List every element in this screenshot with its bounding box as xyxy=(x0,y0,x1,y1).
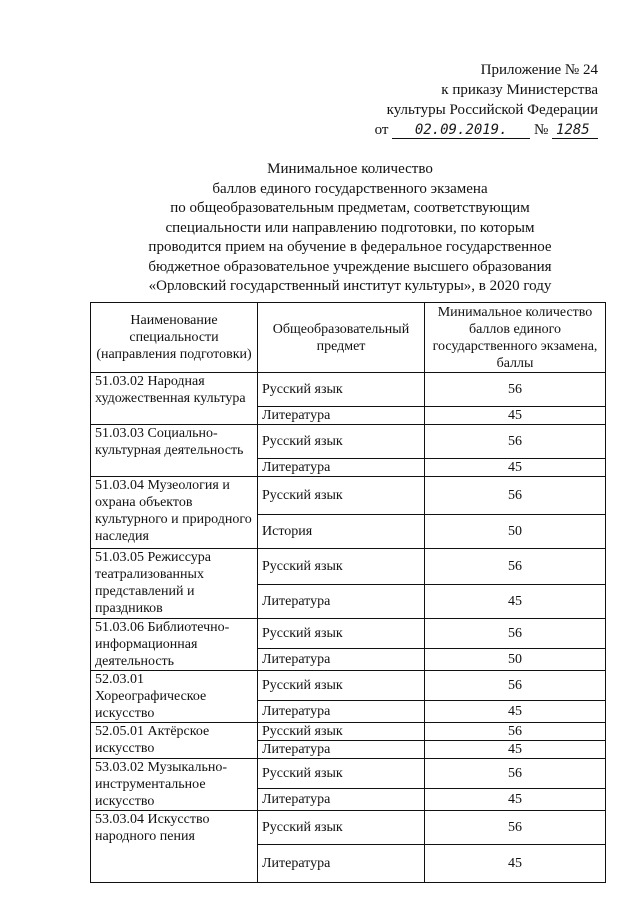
score-cell: 45 xyxy=(425,741,606,759)
title-line: баллов единого государственного экзамена xyxy=(212,180,488,197)
specialty-cell: 53.03.02 Музыкально-инструментальное искусство xyxy=(91,759,258,811)
subject-cell: Литература xyxy=(258,585,425,619)
score-cell: 56 xyxy=(425,373,606,407)
table-body xyxy=(91,373,606,883)
specialty-cell: 52.03.01 Хореографическое искусство xyxy=(91,671,258,723)
table-row xyxy=(91,549,606,585)
handwritten-date: 02.09.2019. xyxy=(392,122,530,139)
score-cell: 56 xyxy=(425,425,606,459)
title-line: бюджетное образовательное учреждение высшего образования xyxy=(148,258,552,275)
score-cell: 45 xyxy=(425,701,606,723)
table-row xyxy=(91,619,606,649)
subject-cell: Литература xyxy=(258,649,425,671)
score-cell: 50 xyxy=(425,649,606,671)
subject-cell: Русский язык xyxy=(258,619,425,649)
table-row xyxy=(91,723,606,741)
appendix-header xyxy=(375,60,598,140)
subject-cell: Литература xyxy=(258,701,425,723)
subject-cell: Русский язык xyxy=(258,549,425,585)
table-row xyxy=(91,759,606,789)
title-line: проводится прием на обучение в федеральное государственное xyxy=(148,239,552,255)
specialty-cell: 51.03.03 Социально-культурная деятельность xyxy=(91,425,258,477)
subject-cell: Литература xyxy=(258,741,425,759)
score-cell: 50 xyxy=(425,515,606,549)
subject-cell: Русский язык xyxy=(258,759,425,789)
subject-cell: Литература xyxy=(258,407,425,425)
table-row xyxy=(91,811,606,845)
score-cell: 56 xyxy=(425,549,606,585)
subject-cell: Литература xyxy=(258,789,425,811)
score-cell: 56 xyxy=(425,759,606,789)
table-header-row xyxy=(91,303,606,373)
appendix-line-3: культуры Российской Федерации xyxy=(386,102,598,118)
table-row xyxy=(91,477,606,515)
specialty-cell: 51.03.05 Режиссура театрализованных представлений и праздников xyxy=(91,549,258,619)
subject-cell: Литература xyxy=(258,459,425,477)
appendix-line-1: Приложение № 24 xyxy=(480,62,598,78)
number-label: № xyxy=(533,122,549,138)
score-cell: 56 xyxy=(425,671,606,701)
score-cell: 56 xyxy=(425,477,606,515)
title-line: Минимальное количество xyxy=(267,161,433,177)
document-title xyxy=(120,160,580,297)
table-row xyxy=(91,425,606,459)
from-label: от xyxy=(374,122,389,138)
order-line xyxy=(375,120,598,140)
specialty-cell: 51.03.06 Библиотечно-информационная деятельность xyxy=(91,619,258,671)
title-line: «Орловский государственный институт культуры», в 2020 году xyxy=(148,278,552,294)
score-cell: 45 xyxy=(425,585,606,619)
score-cell: 56 xyxy=(425,619,606,649)
header-min-score: Минимальное количество баллов единого государственного экзамена, баллы xyxy=(425,303,606,373)
header-subject: Общеобразовательный предмет xyxy=(258,303,425,373)
subject-cell: Русский язык xyxy=(258,425,425,459)
subject-cell: Литература xyxy=(258,845,425,883)
appendix-line-2: к приказу Министерства xyxy=(441,82,598,98)
score-cell: 45 xyxy=(425,407,606,425)
header-specialty: Наименование специальности (направления подготовки) xyxy=(91,303,258,373)
score-cell: 56 xyxy=(425,723,606,741)
score-cell: 45 xyxy=(425,789,606,811)
score-cell: 45 xyxy=(425,845,606,883)
score-cell: 56 xyxy=(425,811,606,845)
subject-cell: Русский язык xyxy=(258,811,425,845)
subject-cell: Русский язык xyxy=(258,477,425,515)
title-line: специальности или направлению подготовки, по которым xyxy=(165,219,535,236)
handwritten-number: 1285 xyxy=(552,122,598,139)
score-cell: 45 xyxy=(425,459,606,477)
title-line: по общеобразовательным предметам, соответствующим xyxy=(170,200,530,216)
table-row xyxy=(91,373,606,407)
specialty-cell: 52.05.01 Актёрское искусство xyxy=(91,723,258,759)
subject-cell: Русский язык xyxy=(258,723,425,741)
specialty-cell: 53.03.04 Искусство народного пения xyxy=(91,811,258,883)
subject-cell: История xyxy=(258,515,425,549)
subject-cell: Русский язык xyxy=(258,671,425,701)
specialty-cell: 51.03.04 Музеология и охрана объектов культурного и природного наследия xyxy=(91,477,258,549)
table-row xyxy=(91,671,606,701)
subject-cell: Русский язык xyxy=(258,373,425,407)
scores-table xyxy=(90,302,606,883)
specialty-cell: 51.03.02 Народная художественная культура xyxy=(91,373,258,425)
